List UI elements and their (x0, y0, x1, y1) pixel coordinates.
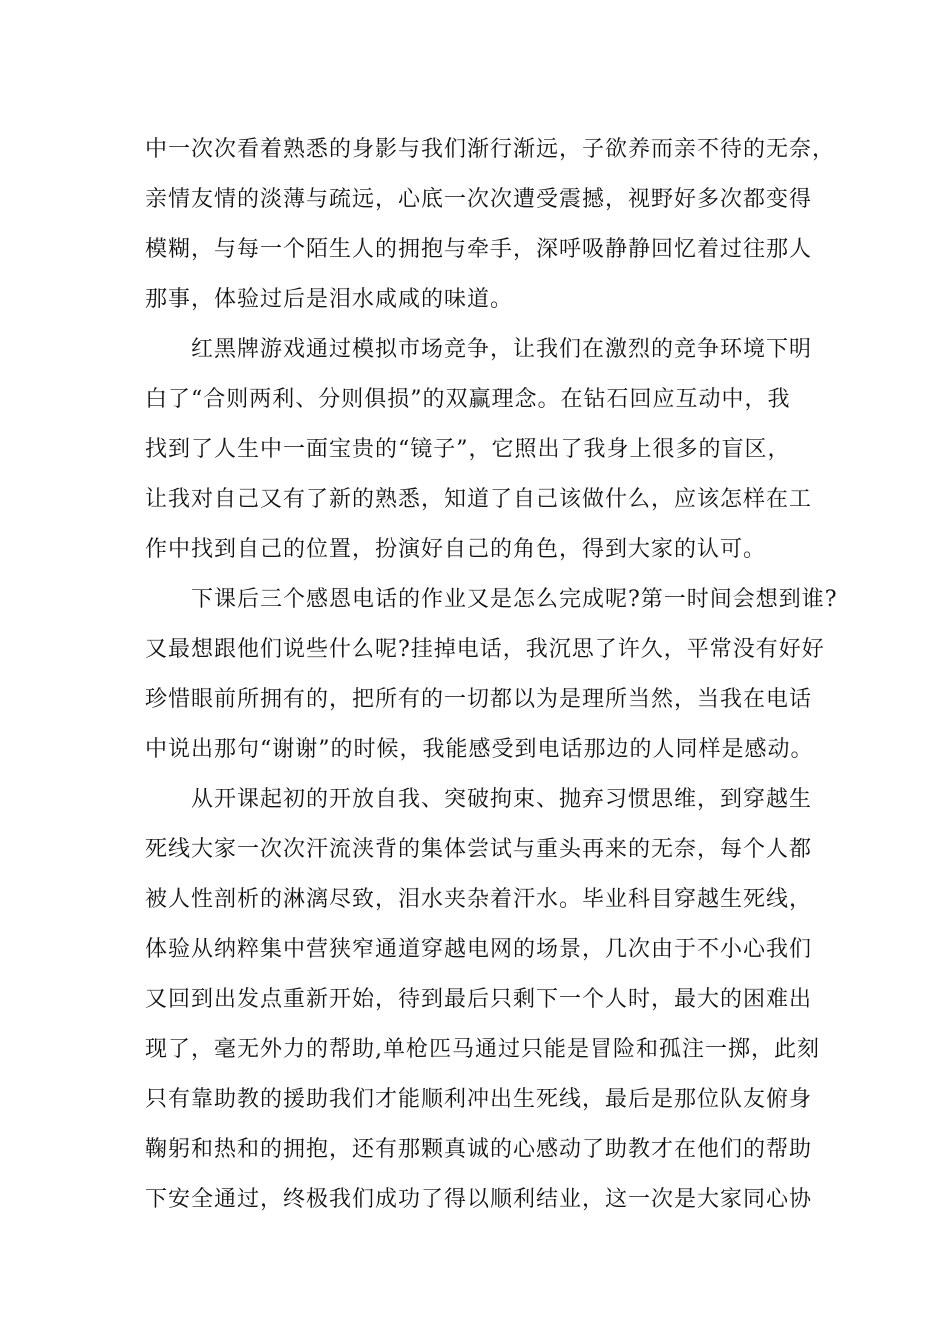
paragraph-first-line: 下课后三个感恩电话的作业又是怎么完成呢?第一时间会想到谁? (191, 587, 838, 612)
paragraph-line: 模糊，与每一个陌生人的拥抱与牵手，深呼吸静静回忆着过往那人 (145, 237, 813, 262)
paragraph-line: 现了，毫无外力的帮助,单枪匹马通过只能是冒险和孤注一掷，此刻 (145, 1037, 820, 1062)
paragraph-line: 死线大家一次次汗流浃背的集体尝试与重头再来的无奈，每个人都 (145, 837, 813, 862)
paragraph-line: 又回到出发点重新开始，待到最后只剩下一个人时，最大的困难出 (145, 987, 813, 1012)
paragraph-line: 鞠躬和热和的拥抱，还有那颗真诚的心感动了助教才在他们的帮助 (145, 1137, 813, 1162)
paragraph-first-line: 从开课起初的开放自我、突破拘束、抛弃习惯思维，到穿越生 (191, 787, 813, 812)
paragraph-line: 体验从纳粹集中营狭窄通道穿越电网的场景，几次由于不小心我们 (145, 937, 813, 962)
paragraph-line: 又最想跟他们说些什么呢?挂掉电话，我沉思了许久，平常没有好好 (145, 637, 825, 662)
paragraph-line: 被人性剖析的淋漓尽致，泪水夹杂着汗水。毕业科目穿越生死线， (145, 887, 813, 912)
paragraph-line: 中一次次看着熟悉的身影与我们渐行渐远，子欲养而亲不待的无奈， (145, 137, 836, 162)
paragraph-line: 让我对自己又有了新的熟悉，知道了自己该做什么，应该怎样在工 (145, 487, 813, 512)
paragraph-line: 作中找到自己的位置，扮演好自己的角色，得到大家的认可。 (145, 537, 767, 562)
paragraph-line: 找到了人生中一面宝贵的“镜子”，它照出了我身上很多的盲区， (145, 437, 791, 462)
paragraph-line: 下安全通过，终极我们成功了得以顺利结业，这一次是大家同心协 (145, 1187, 813, 1212)
document-body (145, 125, 838, 1225)
paragraph-line: 只有靠助教的援助我们才能顺利冲出生死线，最后是那位队友俯身 (145, 1087, 813, 1112)
paragraph-1 (145, 125, 836, 325)
paragraph-first-line: 红黑牌游戏通过模拟市场竞争，让我们在激烈的竞争环境下明 (191, 337, 813, 362)
paragraph-line: 亲情友情的淡薄与疏远，心底一次次遭受震撼，视野好多次都变得 (145, 187, 813, 212)
paragraph-line: 那事，体验过后是泪水咸咸的味道。 (145, 287, 514, 312)
paragraph-line: 珍惜眼前所拥有的，把所有的一切都以为是理所当然，当我在电话 (145, 687, 813, 712)
paragraph-line: 白了“合则两利、分则俱损”的双赢理念。在钻石回应互动中，我 (145, 387, 791, 412)
paragraph-3 (145, 575, 838, 775)
paragraph-4 (145, 775, 820, 1225)
paragraph-2 (145, 325, 813, 575)
paragraph-line: 中说出那句“谢谢”的时候，我能感受到电话那边的人同样是感动。 (145, 737, 814, 762)
